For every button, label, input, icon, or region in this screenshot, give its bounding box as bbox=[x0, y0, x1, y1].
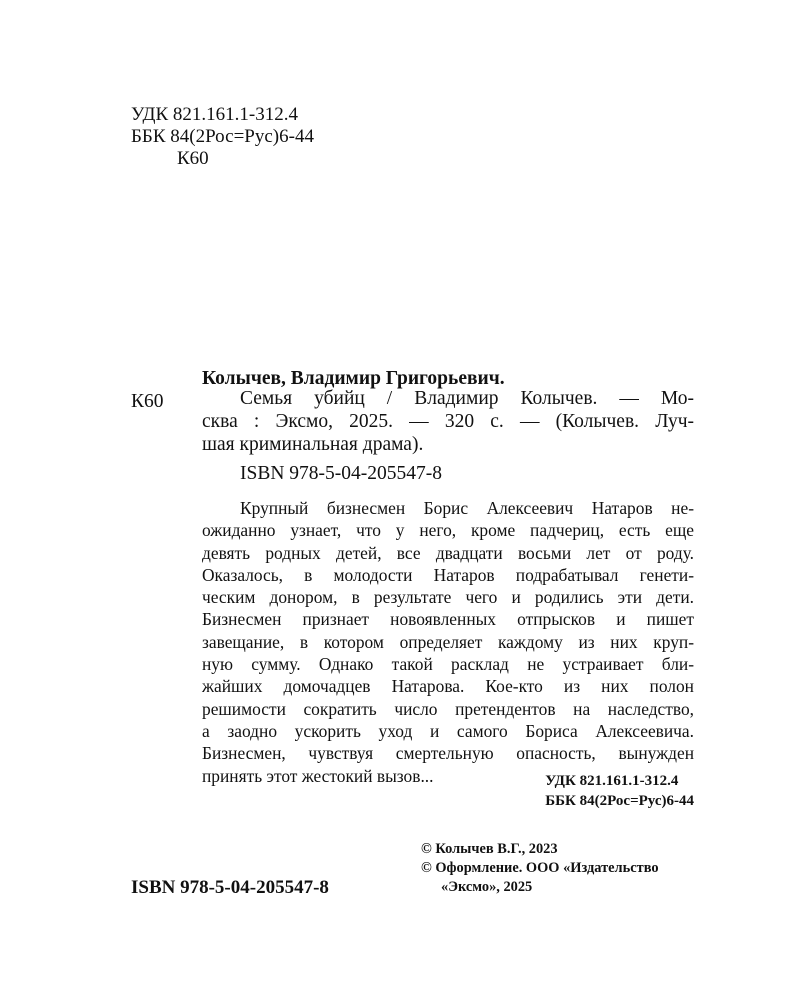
annotation bbox=[202, 497, 694, 787]
udk-code: УДК 821.161.1-312.4 bbox=[131, 104, 298, 125]
annotation-line: завещание, в котором определяет каждому из них круп- bbox=[202, 631, 694, 652]
description-line: шая криминальная драма). bbox=[202, 434, 424, 455]
cutter-code: К60 bbox=[177, 148, 209, 169]
author-heading: Колычев, Владимир Григорьевич. bbox=[202, 368, 505, 389]
annotation-line: Бизнесмен, чувствуя смертельную опасность, вынужден bbox=[202, 743, 694, 764]
classification-block-bottom bbox=[545, 771, 694, 811]
annotation-line: ожиданно узнает, что у него, кроме падчериц, есть еще bbox=[202, 520, 694, 541]
isbn-entry: ISBN 978-5-04-205547-8 bbox=[240, 463, 443, 484]
annotation-line: а заодно ускорить уход и самого Бориса Алексеевича. bbox=[202, 720, 694, 741]
copyright-author: © Колычев В.Г., 2023 bbox=[421, 841, 558, 857]
bbk-code-bottom: ББК 84(2Рос=Рус)6-44 bbox=[545, 793, 694, 809]
copyright-publisher: «Эксмо», 2025 bbox=[441, 879, 533, 895]
udk-code-bottom: УДК 821.161.1-312.4 bbox=[545, 773, 679, 789]
annotation-line: ческим донором, в результате чего и родились эти дети. bbox=[202, 587, 694, 608]
annotation-line: Крупный бизнесмен Борис Алексеевич Натаров не- bbox=[240, 498, 694, 518]
description-line: Семья убийц / Владимир Колычев. — Мо- bbox=[240, 388, 694, 409]
copyright-design: © Оформление. ООО «Издательство bbox=[421, 860, 659, 876]
annotation-line: ную сумму. Однако такой расклад не устраивает бли- bbox=[202, 654, 694, 675]
isbn-bottom: ISBN 978-5-04-205547-8 bbox=[131, 877, 329, 898]
bbk-code: ББК 84(2Рос=Рус)6-44 bbox=[131, 126, 314, 147]
classification-block-top bbox=[131, 104, 314, 170]
annotation-line: принять этот жестокий вызов... bbox=[202, 765, 434, 786]
copyright-notice bbox=[421, 840, 659, 897]
annotation-line: Оказалось, в молодости Натаров подрабатывал генети- bbox=[202, 564, 694, 585]
cutter-code-entry: К60 bbox=[131, 391, 164, 412]
annotation-line: девять родных детей, все двадцати восьми лет от роду. bbox=[202, 542, 694, 563]
bibliographic-description bbox=[202, 387, 694, 456]
annotation-line: решимости сократить число претендентов на наследство, bbox=[202, 698, 694, 719]
description-line: сква : Эксмо, 2025. — 320 с. — (Колычев. Луч- bbox=[202, 411, 694, 432]
annotation-line: жайших домочадцев Натарова. Кое-кто из них полон bbox=[202, 676, 694, 697]
annotation-line: Бизнесмен признает новоявленных отпрысков и пишет bbox=[202, 609, 694, 630]
